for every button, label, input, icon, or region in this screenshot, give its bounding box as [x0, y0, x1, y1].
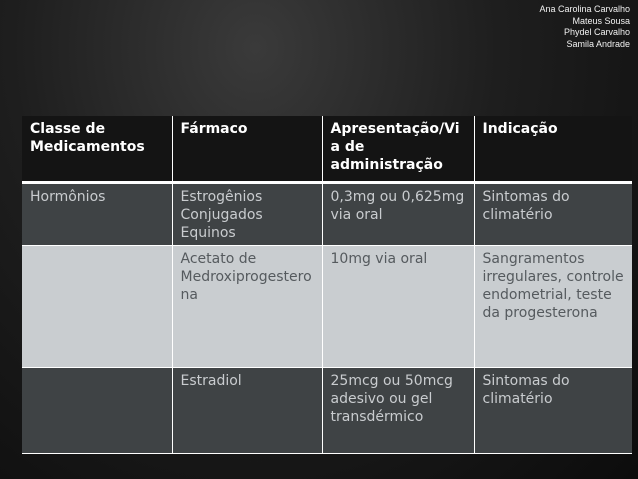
cell-indication: Sintomas do climatério: [474, 182, 632, 245]
cell-presentation: 25mcg ou 50mcg adesivo ou gel transdérmico: [322, 367, 474, 453]
header-medication-class: Classe de Medicamentos: [22, 116, 172, 182]
cell-presentation: 10mg via oral: [322, 245, 474, 367]
cell-medication-class: [22, 367, 172, 453]
cell-presentation: 0,3mg ou 0,625mg via oral: [322, 182, 474, 245]
table-row: [22, 245, 632, 367]
table-row: [22, 367, 632, 453]
cell-drug: Acetato de Medroxiprogesterona: [172, 245, 322, 367]
cell-indication: Sintomas do climatério: [474, 367, 632, 453]
header-drug: Fármaco: [172, 116, 322, 182]
header-indication: Indicação: [474, 116, 632, 182]
cell-indication: Sangramentos irregulares, controle endometrial, teste da progesterona: [474, 245, 632, 367]
author-name: Samila Andrade: [566, 38, 630, 49]
author-name: Ana Carolina Carvalho: [539, 4, 630, 14]
medication-table: [22, 116, 632, 454]
cell-medication-class: Hormônios: [22, 182, 172, 245]
cell-drug: Estradiol: [172, 367, 322, 453]
author-name: Phydel Carvalho: [563, 27, 630, 37]
author-list: [539, 4, 630, 50]
header-presentation: Apresentação/Via de administração: [322, 116, 474, 182]
table-header-row: [22, 116, 632, 182]
table-row: [22, 182, 632, 245]
cell-medication-class: [22, 245, 172, 367]
cell-drug: Estrogênios Conjugados Equinos: [172, 182, 322, 245]
author-name: Mateus Sousa: [572, 15, 630, 26]
